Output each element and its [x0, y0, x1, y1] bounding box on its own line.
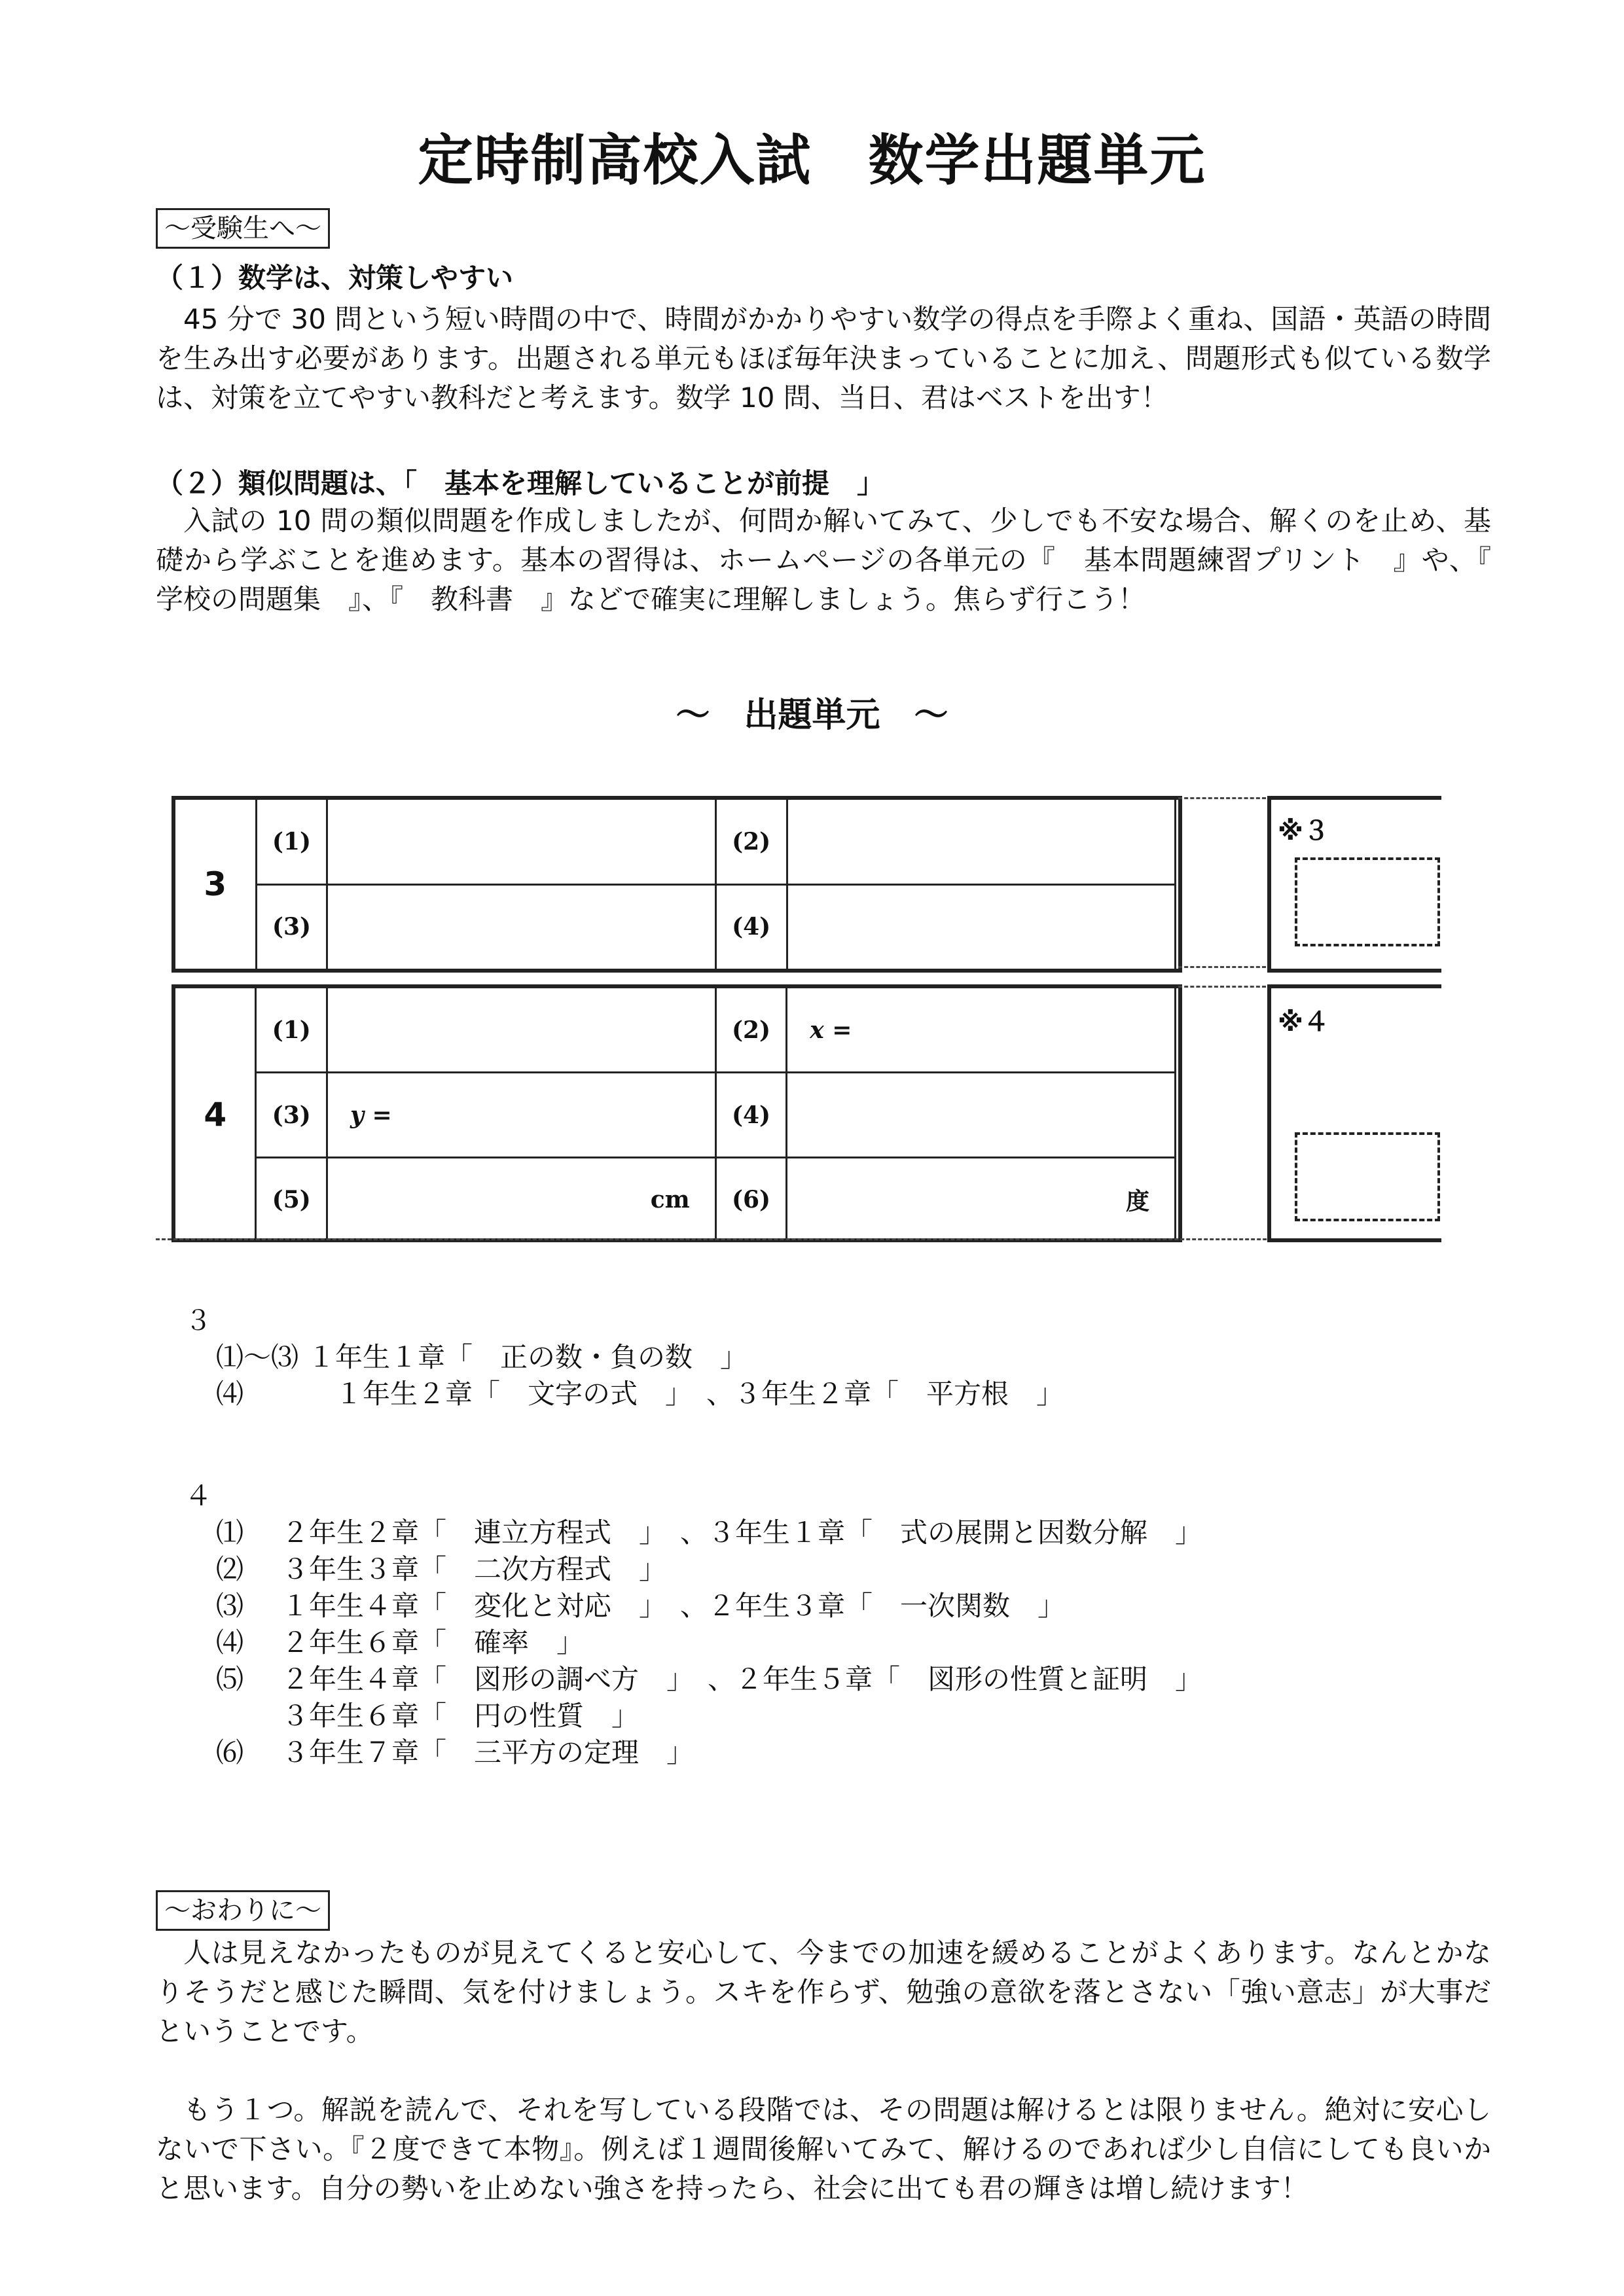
- q3-answer-3[interactable]: [327, 884, 715, 970]
- list-item: [216, 1588, 1202, 1624]
- q4-answer-6[interactable]: [787, 1158, 1176, 1242]
- units-q3: [185, 1302, 1064, 1412]
- q3-dash-top: [1178, 797, 1266, 799]
- q4-answer-3[interactable]: [327, 1073, 716, 1158]
- units-subtitle: ～ 出題単元 ～: [676, 696, 948, 735]
- list-item: [216, 1515, 1202, 1551]
- list-item: [216, 1551, 1202, 1588]
- list-item-text: ３年生６章「 円の性質 」: [281, 1700, 640, 1732]
- outro-text: [156, 1933, 1491, 2208]
- q3-answer-2[interactable]: [787, 799, 1175, 885]
- q4-cell-label: (5): [256, 1158, 327, 1242]
- list-item-text: １年生２章「 文字の式 」 、３年生２章「 平方根 」: [308, 1378, 1064, 1410]
- list-item-label: ⑶: [216, 1590, 244, 1622]
- list-item-label: ⑷: [216, 1626, 244, 1659]
- intro-label: ～受験生へ～: [156, 208, 330, 249]
- section1-heading: （１）数学は、対策しやすい: [156, 262, 514, 294]
- list-item-text: １年生１章「 正の数・負の数 」: [308, 1341, 748, 1373]
- q3-dash-bottom: [1178, 966, 1266, 968]
- q3-answer-4[interactable]: [787, 884, 1175, 970]
- list-item-label: [216, 1698, 281, 1734]
- outro-paragraph-2: もう１つ。解説を読んで、それを写している段階では、その問題は解けるとは限りません。絶対に安心しないで下さい。『２度できて本物』。例えば１週間後解いてみて、解けるのであれば少し自信にしても良いかと思います。自分の勢いを止めない強さを持ったら、社会に出ても君の輝きは増し続けます！: [156, 2094, 1491, 2204]
- q4-answer-5[interactable]: [327, 1158, 716, 1242]
- q3-answer-1[interactable]: [327, 799, 715, 885]
- list-item-text: ２年生４章「 図形の調べ方 」 、２年生５章「 図形の性質と証明 」: [281, 1663, 1203, 1695]
- q4-answer-2-prefix: x =: [810, 1016, 852, 1044]
- list-item-label: ⑵: [216, 1553, 244, 1585]
- q3-cell-label: (2): [715, 799, 787, 885]
- q4-cell-label: (6): [715, 1158, 787, 1242]
- list-item-text: ３年生３章「 二次方程式 」: [281, 1553, 667, 1585]
- list-item-label: ⑸: [216, 1663, 244, 1695]
- q3-answer-table: [173, 798, 1176, 971]
- q4-answer-2[interactable]: [787, 988, 1176, 1073]
- list-item: [216, 1698, 1202, 1734]
- list-item: [216, 1339, 1064, 1376]
- list-item: [216, 1661, 1202, 1698]
- q4-answer-3-prefix: y =: [350, 1101, 392, 1129]
- outro-paragraph-1: 人は見えなかったものが見えてくると安心して、今までの加速を緩めることがよくあります。なんとかなりそうだと感じた瞬間、気を付けましょう。スキを作らず、勉強の意欲を落とさない「強い意志」が大事だということです。: [156, 1937, 1491, 2047]
- outro-label: ～おわりに～: [156, 1890, 330, 1931]
- q4-unit-degree: 度: [1125, 1187, 1149, 1215]
- q4-unit-cm: cm: [650, 1185, 690, 1213]
- q4-score-input[interactable]: [1295, 1132, 1440, 1221]
- q3-number: 3: [175, 799, 257, 970]
- list-item-label: ⑹: [216, 1736, 244, 1768]
- q4-cell-label: (2): [715, 988, 787, 1073]
- list-item-text: ２年生６章「 確率 」: [281, 1626, 585, 1659]
- q3-score-mark: ※３: [1278, 816, 1329, 846]
- q4-cell-label: (3): [256, 1073, 327, 1158]
- q3-cell-label: (4): [715, 884, 787, 970]
- q4-answer-1[interactable]: [327, 988, 716, 1073]
- list-item-label: ⑷: [216, 1378, 244, 1410]
- q4-cell-label: (4): [715, 1073, 787, 1158]
- section1-text: [156, 300, 1491, 418]
- section2-text: [156, 501, 1519, 619]
- list-item: [216, 1624, 1202, 1661]
- q4-answer-table: [173, 986, 1176, 1242]
- q3-cell-label: (1): [256, 799, 327, 885]
- list-item-text: １年生４章「 変化と対応 」 、２年生３章「 一次関数 」: [281, 1590, 1066, 1622]
- units-q4: [185, 1478, 1202, 1771]
- section2-paragraph: 入試の 10 問の類似問題を作成しましたが、何問か解いてみて、少しでも不安な場合、解くのを止め、基礎から学ぶことを進めます。基本の習得は、ホームページの各単元の『 基本問題練習プリント 』や、『 学校の問題集 』、『 教科書 』などで確実に理解しましょう。焦らず行こう！: [156, 505, 1519, 615]
- units-q4-number: ４: [185, 1480, 213, 1512]
- list-item: [216, 1376, 1064, 1412]
- q4-number: 4: [175, 988, 256, 1242]
- units-q3-number: ３: [185, 1304, 213, 1336]
- q4-answer-4[interactable]: [787, 1073, 1176, 1158]
- list-item: [216, 1734, 1202, 1771]
- q4-score-mark: ※４: [1278, 1007, 1329, 1037]
- q4-cell-label: (1): [256, 988, 327, 1073]
- q4-dash-bottom: [156, 1238, 1437, 1240]
- list-item-text: ３年生７章「 三平方の定理 」: [281, 1736, 695, 1768]
- section2-heading: （２）類似問題は、「 基本を理解していることが前提 」: [156, 467, 885, 499]
- page-title: 定時制高校入試 数学出題単元: [418, 128, 1206, 192]
- list-item-text: ２年生２章「 連立方程式 」 、３年生１章「 式の展開と因数分解 」: [281, 1516, 1203, 1549]
- section1-paragraph: 45 分で 30 問という短い時間の中で、時間がかかりやすい数学の得点を手際よく重ね、国語・英語の時間を生み出す必要があります。出題される単元もほぼ毎年決まっていることに加え、問題形式も似ている数学は、対策を立てやすい教科だと考えます。数学 10 問、当日、君はベストを出す！: [156, 303, 1491, 414]
- q4-dash-top: [1178, 986, 1266, 988]
- list-item-label: ⑴: [216, 1516, 244, 1549]
- q3-cell-label: (3): [256, 884, 327, 970]
- list-item-label: ⑴～⑶: [216, 1341, 299, 1373]
- q3-score-input[interactable]: [1295, 857, 1440, 946]
